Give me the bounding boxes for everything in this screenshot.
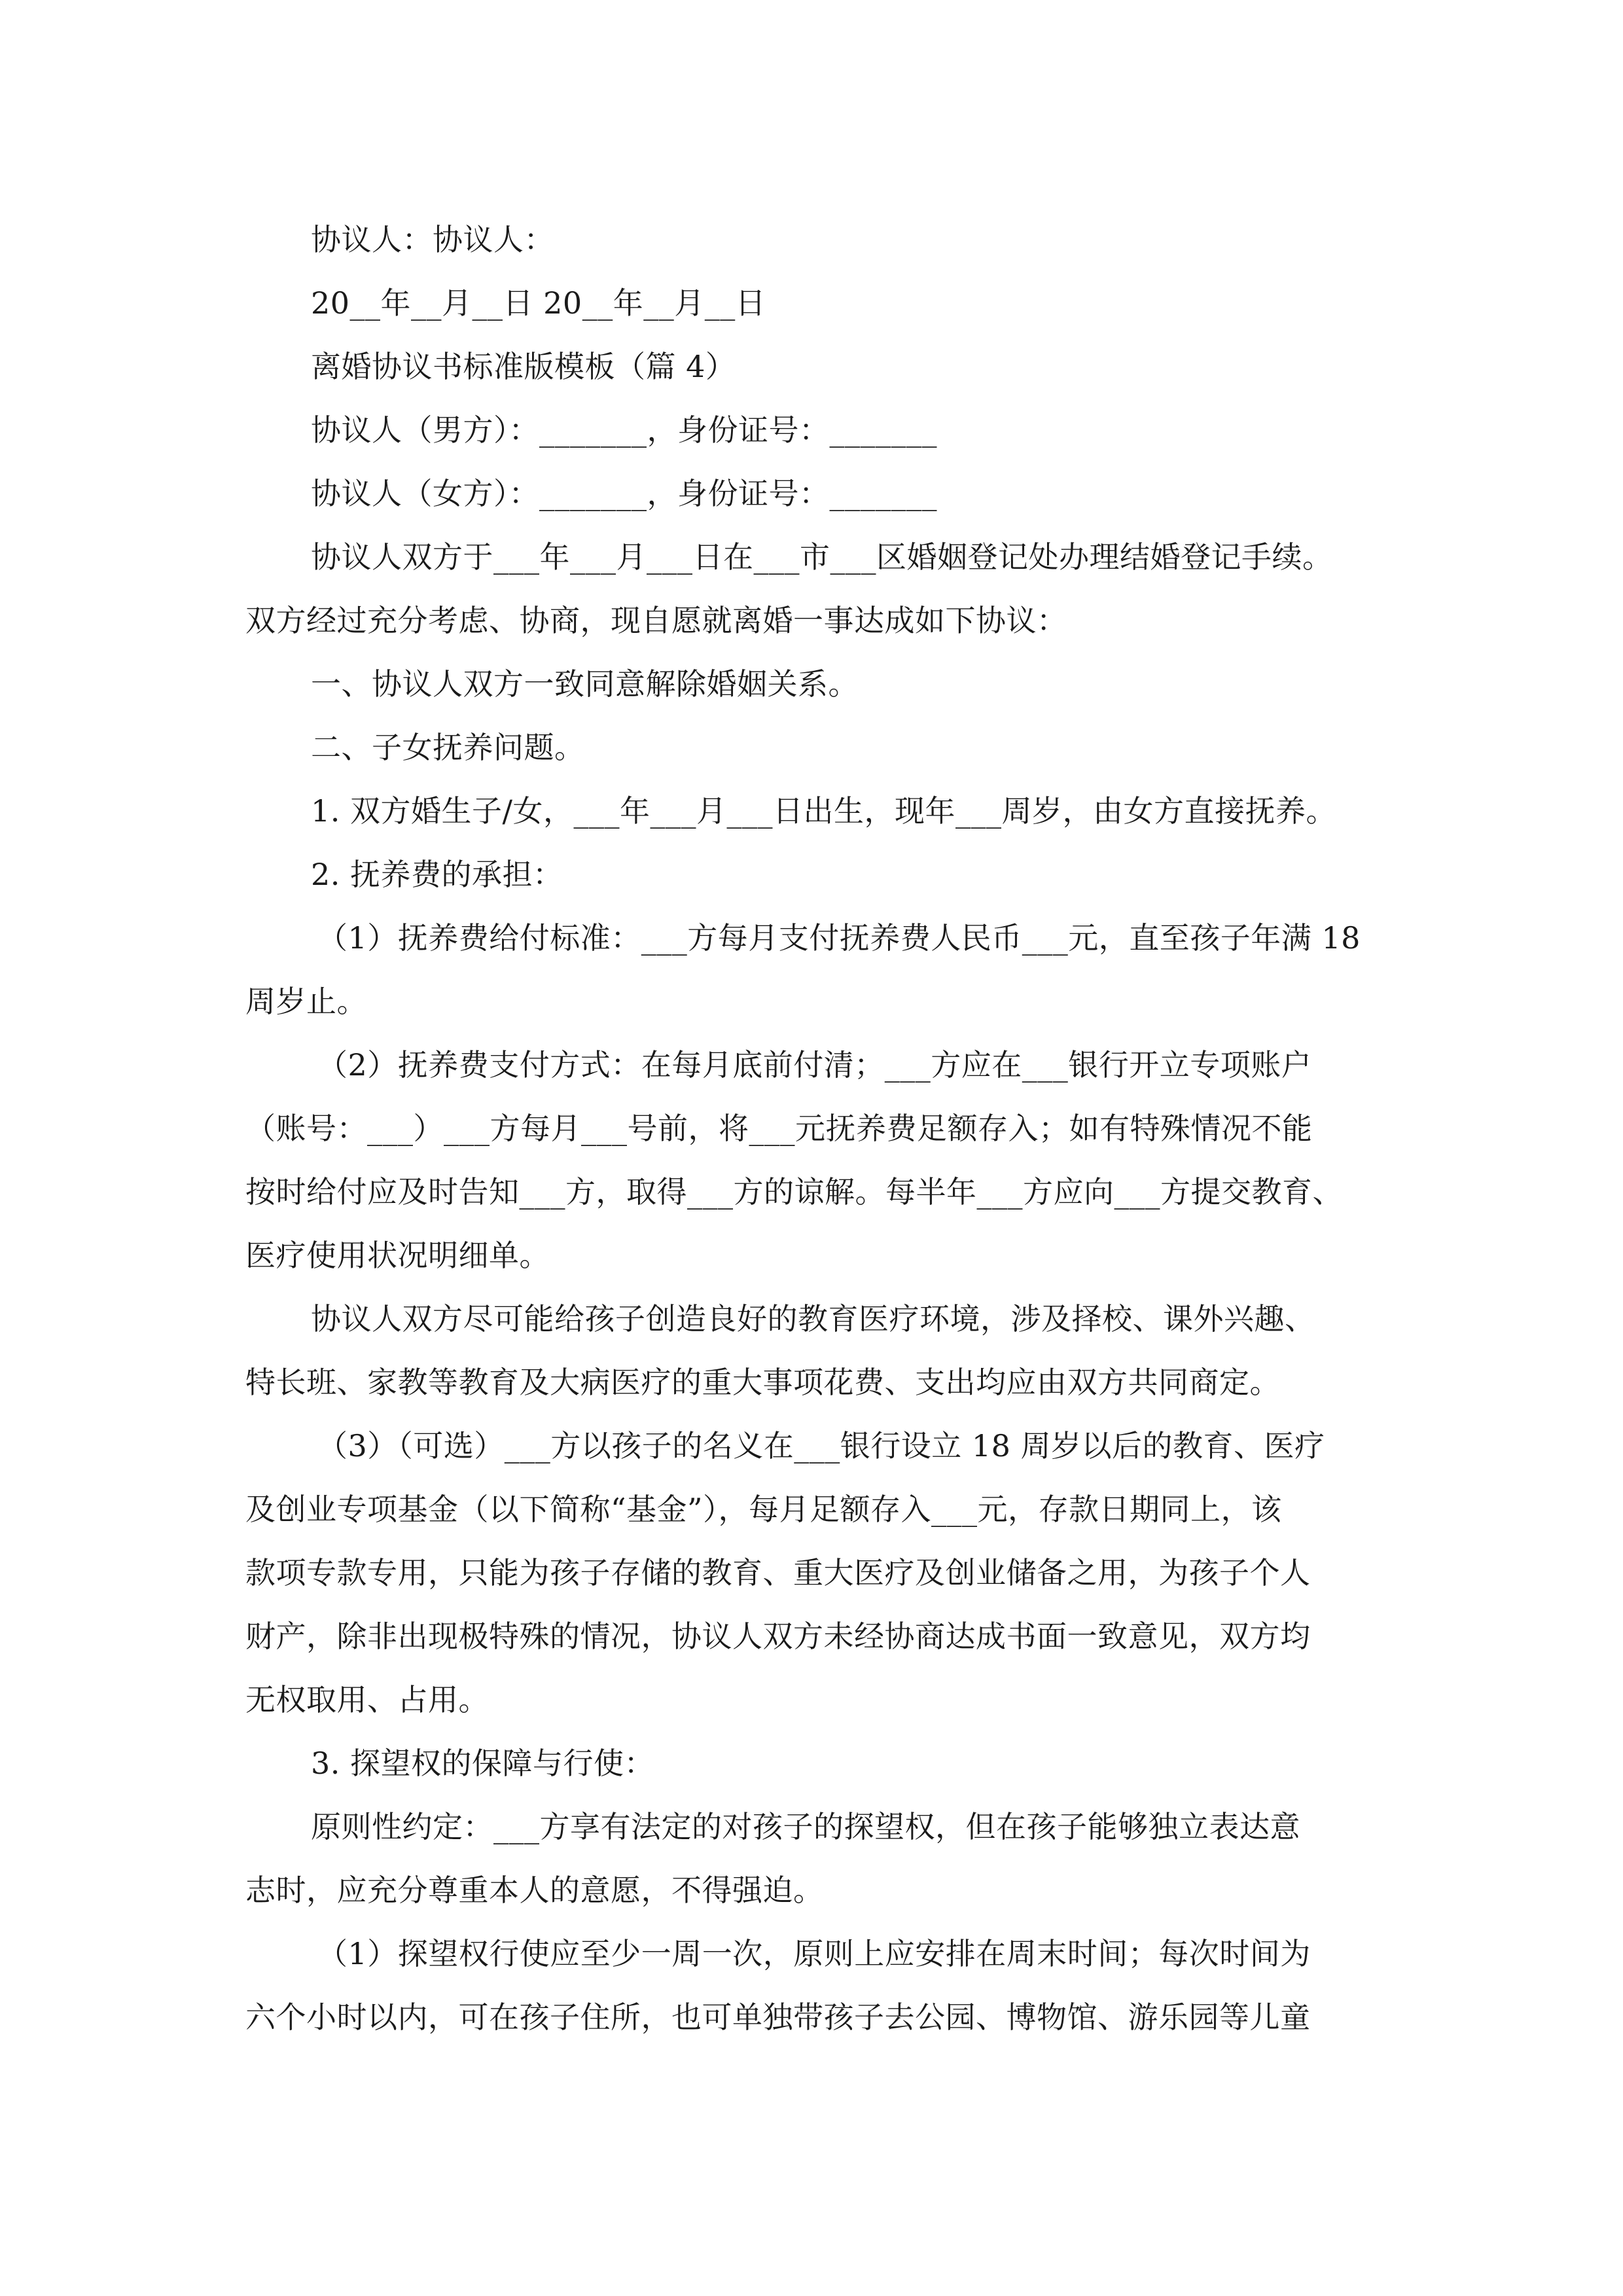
signature-parties-line: 协议人：协议人： — [311, 222, 554, 257]
paragraph-line: （2）抚养费支付方式：在每月底前付清；___方应在___银行开立专项账户 — [317, 1047, 1312, 1083]
paragraph-line: 1. 双方婚生子/女，___年___月___日出生，现年___周岁，由女方直接抚养。 — [311, 793, 1337, 829]
section-title: 离婚协议书标准版模板（篇 4） — [311, 349, 736, 384]
paragraph-line: （1）探望权行使应至少一周一次，原则上应安排在周末时间；每次时间为 — [317, 1936, 1311, 1971]
paragraph-line: 原则性约定：___方享有法定的对孩子的探望权，但在孩子能够独立表达意 — [311, 1809, 1300, 1844]
paragraph-line: （1）抚养费给付标准：___方每月支付抚养费人民币___元，直至孩子年满 18 — [317, 920, 1361, 956]
paragraph-line: 协议人双方于___年___月___日在___市___区婚姻登记处办理结婚登记手续。 — [311, 539, 1333, 575]
paragraph-line: 及创业专项基金（以下简称“基金”），每月足额存入___元，存款日期同上，该 — [245, 1492, 1282, 1527]
clause-heading: 一、协议人双方一致同意解除婚姻关系。 — [311, 666, 859, 702]
signature-date-line: 20__年__月__日 20__年__月__日 — [311, 285, 766, 321]
party-female-line: 协议人（女方）：_______，身份证号：_______ — [311, 476, 937, 511]
party-male-line: 协议人（男方）：_______，身份证号：_______ — [311, 412, 937, 448]
clause-heading: 2. 抚养费的承担： — [311, 857, 563, 892]
clause-heading: 3. 探望权的保障与行使： — [311, 1746, 655, 1781]
paragraph-line: 协议人双方尽可能给孩子创造良好的教育医疗环境，涉及择校、课外兴趣、 — [311, 1301, 1315, 1336]
paragraph-line: 按时给付应及时告知___方，取得___方的谅解。每半年___方应向___方提交教育、 — [245, 1174, 1343, 1210]
paragraph-line: 无权取用、占用。 — [245, 1682, 489, 1717]
paragraph-line: 双方经过充分考虑、协商，现自愿就离婚一事达成如下协议： — [245, 603, 1067, 638]
paragraph-line: 周岁止。 — [245, 984, 367, 1019]
paragraph-line: （账号：___）___方每月___号前，将___元抚养费足额存入；如有特殊情况不能 — [245, 1111, 1313, 1146]
paragraph-line: 财产，除非出现极特殊的情况，协议人双方未经协商达成书面一致意见，双方均 — [245, 1619, 1311, 1654]
paragraph-line: 特长班、家教等教育及大病医疗的重大事项花费、支出均应由双方共同商定。 — [245, 1365, 1280, 1400]
clause-heading: 二、子女抚养问题。 — [311, 730, 585, 765]
paragraph-line: 医疗使用状况明细单。 — [245, 1238, 550, 1273]
document-body — [245, 208, 1394, 2049]
paragraph-line: 款项专款专用，只能为孩子存储的教育、重大医疗及创业储备之用，为孩子个人 — [245, 1555, 1311, 1590]
paragraph-line: （3）（可选）___方以孩子的名义在___银行设立 18 周岁以后的教育、医疗 — [317, 1428, 1325, 1463]
paragraph-line: 志时，应充分尊重本人的意愿，不得强迫。 — [245, 1873, 824, 1908]
paragraph-line: 六个小时以内，可在孩子住所，也可单独带孩子去公园、博物馆、游乐园等儿童 — [245, 2000, 1311, 2035]
